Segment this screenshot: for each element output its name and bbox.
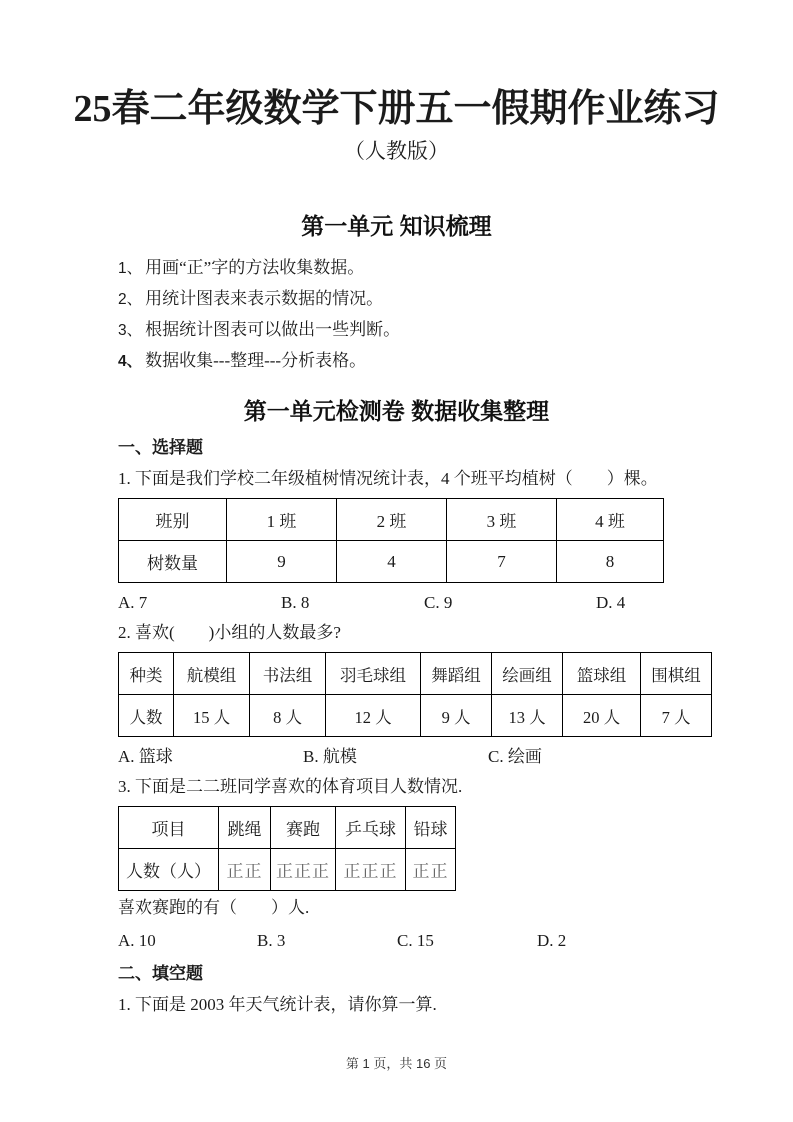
- table-cell: 航模组: [174, 653, 250, 695]
- table-row: [119, 807, 456, 849]
- table-cell: 篮球组: [563, 653, 641, 695]
- table-cell: 15 人: [174, 695, 250, 737]
- table-cell: 4: [337, 541, 447, 583]
- table-cell: 舞蹈组: [421, 653, 492, 695]
- table-cell: 跳绳: [219, 807, 271, 849]
- sports-tally-table: [118, 806, 456, 891]
- table-cell: 7: [447, 541, 557, 583]
- tally-cell: 正正正: [271, 849, 336, 891]
- section-fill-label: 二、填空题: [118, 964, 203, 984]
- table-cell: 铅球: [406, 807, 456, 849]
- option-b: B. 3: [257, 931, 286, 951]
- item-text: 用画“正”字的方法收集数据。: [145, 258, 365, 278]
- option-c: C. 15: [397, 931, 434, 951]
- table-cell: 12 人: [326, 695, 421, 737]
- table-cell: 围棋组: [641, 653, 712, 695]
- option-b: B. 8: [281, 593, 310, 613]
- table-row: [119, 653, 712, 695]
- option-d: D. 4: [596, 593, 626, 613]
- table-cell: 4 班: [557, 499, 664, 541]
- table-cell: 赛跑: [271, 807, 336, 849]
- review-item-3: [118, 315, 718, 346]
- table-cell: 乒乓球: [336, 807, 406, 849]
- question-2-options: [118, 744, 718, 769]
- test-heading: 第一单元检测卷 数据收集整理: [243, 398, 550, 425]
- table-row: [119, 499, 664, 541]
- item-number: 3、: [118, 322, 143, 340]
- option-c: C. 绘画: [488, 747, 542, 767]
- table-cell: 1 班: [227, 499, 337, 541]
- tree-planting-table: [118, 498, 664, 583]
- question-3-options: [118, 928, 718, 953]
- option-c: C. 9: [424, 593, 453, 613]
- option-a: A. 篮球: [118, 747, 173, 767]
- question-3-text: 3. 下面是二二班同学喜欢的体育项目人数情况.: [118, 777, 463, 797]
- tally-cell: 正正: [219, 849, 271, 891]
- table-cell: 9 人: [421, 695, 492, 737]
- item-text: 数据收集---整理---分析表格。: [145, 351, 367, 371]
- section-choice-label: 一、选择题: [118, 438, 203, 458]
- option-d: D. 2: [537, 931, 567, 951]
- table-row: [119, 695, 712, 737]
- item-number: 2、: [118, 291, 143, 309]
- table-cell: 人数（人）: [119, 849, 219, 891]
- fill-question-1-text: 1. 下面是 2003 年天气统计表，请你算一算.: [118, 995, 437, 1015]
- review-heading: 第一单元 知识梳理: [301, 213, 492, 240]
- tally-cell: 正正正: [336, 849, 406, 891]
- question-1-text: 1. 下面是我们学校二年级植树情况统计表，4 个班平均植树（ ）棵。: [118, 469, 658, 489]
- page-footer: 第 1 页，共 16 页: [345, 1056, 448, 1071]
- table-row: [119, 541, 664, 583]
- document-title: 25春二年级数学下册五一假期作业练习: [73, 88, 720, 130]
- table-cell: 7 人: [641, 695, 712, 737]
- table-cell: 8: [557, 541, 664, 583]
- edition-label: （人教版）: [344, 139, 449, 164]
- group-preference-table: [118, 652, 712, 737]
- item-text: 根据统计图表可以做出一些判断。: [145, 320, 401, 340]
- table-cell: 13 人: [492, 695, 563, 737]
- question-3-note: 喜欢赛跑的有（ ）人.: [118, 898, 310, 918]
- table-cell: 9: [227, 541, 337, 583]
- option-a: A. 10: [118, 931, 156, 951]
- table-cell: 人数: [119, 695, 174, 737]
- item-text: 用统计图表来表示数据的情况。: [145, 289, 384, 309]
- table-cell: 项目: [119, 807, 219, 849]
- item-number: 1、: [118, 260, 143, 278]
- table-cell: 种类: [119, 653, 174, 695]
- table-cell: 树数量: [119, 541, 227, 583]
- review-item-4: [118, 346, 718, 377]
- table-row: [119, 849, 456, 891]
- option-a: A. 7: [118, 593, 148, 613]
- item-number: 4、: [118, 353, 143, 371]
- tally-cell: 正正: [406, 849, 456, 891]
- table-cell: 书法组: [250, 653, 326, 695]
- test-body: [118, 434, 718, 1018]
- option-b: B. 航模: [303, 747, 357, 767]
- table-cell: 羽毛球组: [326, 653, 421, 695]
- table-cell: 绘画组: [492, 653, 563, 695]
- table-cell: 8 人: [250, 695, 326, 737]
- review-list: [118, 253, 718, 377]
- table-cell: 20 人: [563, 695, 641, 737]
- table-cell: 班别: [119, 499, 227, 541]
- table-cell: 3 班: [447, 499, 557, 541]
- review-item-2: [118, 284, 718, 315]
- table-cell: 2 班: [337, 499, 447, 541]
- question-1-options: [118, 590, 718, 615]
- review-item-1: [118, 253, 718, 284]
- question-2-text: 2. 喜欢( )小组的人数最多?: [118, 623, 341, 643]
